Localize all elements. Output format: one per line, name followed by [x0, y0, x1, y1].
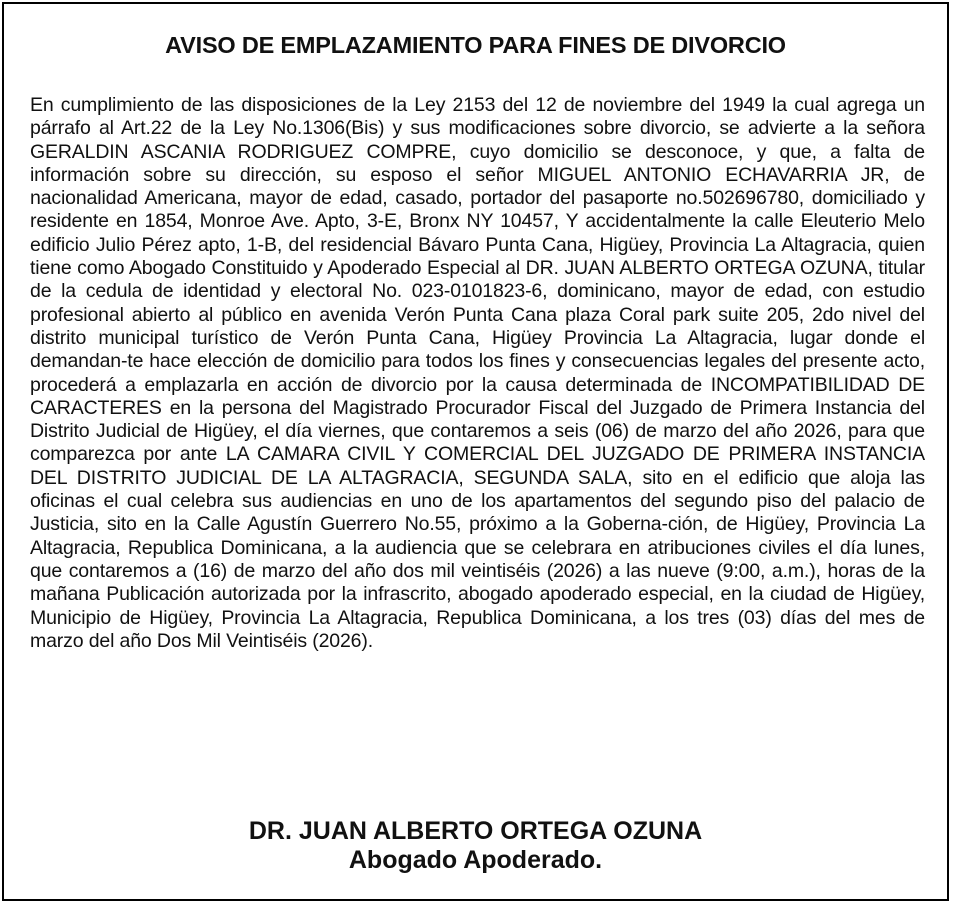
notice-title: AVISO DE EMPLAZAMIENTO PARA FINES DE DIVORCIO: [165, 32, 786, 58]
signature-name: DR. JUAN ALBERTO ORTEGA OZUNA: [248, 817, 703, 845]
signature-block: [4, 816, 947, 874]
notice-body: En cumplimiento de las disposiciones de la Ley 2153 del 12 de noviembre del 1949 la cual agrega un párrafo al Art.22 de la Ley No.1306(Bis) y sus modificaciones sobre divorcio, se advierte a la señora GERALDIN ASCANIA RODRIGUEZ COMPRE, cuyo domicilio se desconoce, y que, a falta de información sobre su dirección, su esposo el señor MIGUEL ANTONIO ECHAVARRIA JR, de nacionalidad Americana, mayor de edad, casado, portador del pasaporte no.502696780, domiciliado y residente en 1854, Monroe Ave. Apto, 3-E, Bronx NY 10457, Y accidentalmente la calle Eleuterio Melo edificio Julio Pérez apto, 1-B, del residencial Bávaro Punta Cana, Higüey, Provincia La Altagracia, quien tiene como Abogado Constituido y Apoderado Especial al DR. JUAN ALBERTO ORTEGA OZUNA, titular de la cedula de identidad y electoral No. 023-0101823-6, dominicano, mayor de edad, con estudio profesional abierto al público en avenida Verón Punta Cana plaza Coral park suite 205, 2do nivel del distrito municipal turístico de Verón Punta Cana, Higüey Provincia La Altagracia, lugar donde el demandan-te hace elección de domicilio para todos los fines y consecuencias legales del presente acto, procederá a emplazarla en acción de divorcio por la causa determinada de INCOMPATIBILIDAD DE CARACTERES en la persona del Magistrado Procurador Fiscal del Juzgado de Primera Instancia del Distrito Judicial de Higüey, el día viernes, que contaremos a seis (06) de marzo del año 2026, para que comparezca por ante LA CAMARA CIVIL Y COMERCIAL DEL JUZGADO DE PRIMERA INSTANCIA DEL DISTRITO JUDICIAL DE LA ALTAGRACIA, SEGUNDA SALA, sito en el edificio que aloja las oficinas el cual celebra sus audiencias en uno de los apartamentos del segundo piso del palacio de Justicia, sito en la Calle Agustín Guerrero No.55, próximo a la Goberna-ción, de Higüey, Provincia La Altagracia, Republica Dominicana, a la audiencia que se celebrara en atribuciones civiles el día lunes, que contaremos a (16) de marzo del año dos mil veintiséis (2026) a las nueve (9:00, a.m.), horas de la mañana Publicación autorizada por la infrascrito, abogado apoderado especial, en la ciudad de Higüey, Municipio de Higüey, Provincia La Altagracia, Republica Dominicana, a los tres (03) días del mes de marzo del año Dos Mil Veintiséis (2026).: [30, 94, 925, 652]
signature-role: Abogado Apoderado.: [348, 846, 603, 874]
notice-frame: [2, 2, 949, 901]
